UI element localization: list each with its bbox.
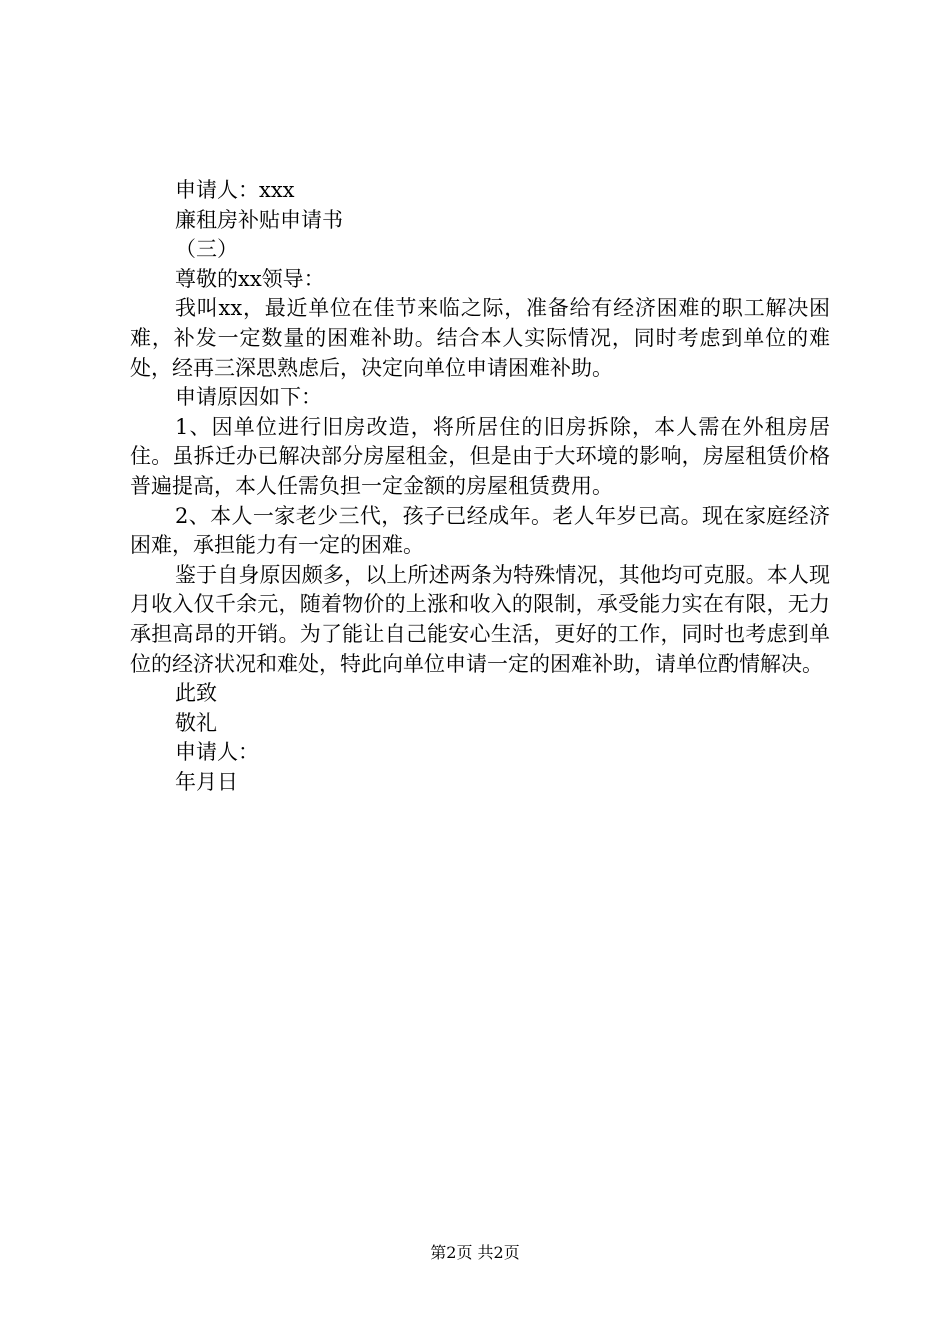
page-footer: 第2页 共2页	[430, 1243, 520, 1262]
closing-line-2: 敬礼	[175, 710, 217, 735]
intro-paragraph: 我叫xx，最近单位在佳节来临之际，准备给有经济困难的职工解决困难，补发一定数量的困难补助。结合本人实际情况，同时考虑到单位的难处，经再三深思熟虑后，决定向单位申请困难补助。	[130, 296, 830, 380]
conclusion-paragraph: 鉴于自身原因颇多，以上所述两条为特殊情况，其他均可克服。本人现月收入仅千余元，随着物价的上涨和收入的限制，承受能力实在有限，无力承担高昂的开销。为了能让自己能安心生活，更好的工作，同时也考虑到单位的经济状况和难处，特此向单位申请一定的困难补助，请单位酌情解决。	[130, 562, 830, 676]
document-body	[130, 176, 830, 797]
document-title: 廉租房补贴申请书	[175, 207, 343, 232]
date-line: 年月日	[175, 769, 238, 794]
reasons-heading: 申请原因如下：	[175, 385, 322, 410]
applicant-line-bottom: 申请人：	[175, 740, 259, 765]
reason-2-paragraph: 2、本人一家老少三代，孩子已经成年。老人年岁已高。现在家庭经济困难，承担能力有一定的困难。	[130, 503, 830, 558]
section-label: （三）	[175, 237, 238, 262]
applicant-line-top: 申请人：xxx	[175, 178, 295, 202]
salutation: 尊敬的xx领导：	[175, 266, 325, 291]
closing-line-1: 此致	[175, 681, 217, 706]
reason-1-paragraph: 1、因单位进行旧房改造，将所居住的旧房拆除，本人需在外租房居住。虽拆迁办已解决部分房屋租金，但是由于大环境的影响，房屋租赁价格普遍提高，本人任需负担一定金额的房屋租赁费用。	[130, 414, 830, 498]
